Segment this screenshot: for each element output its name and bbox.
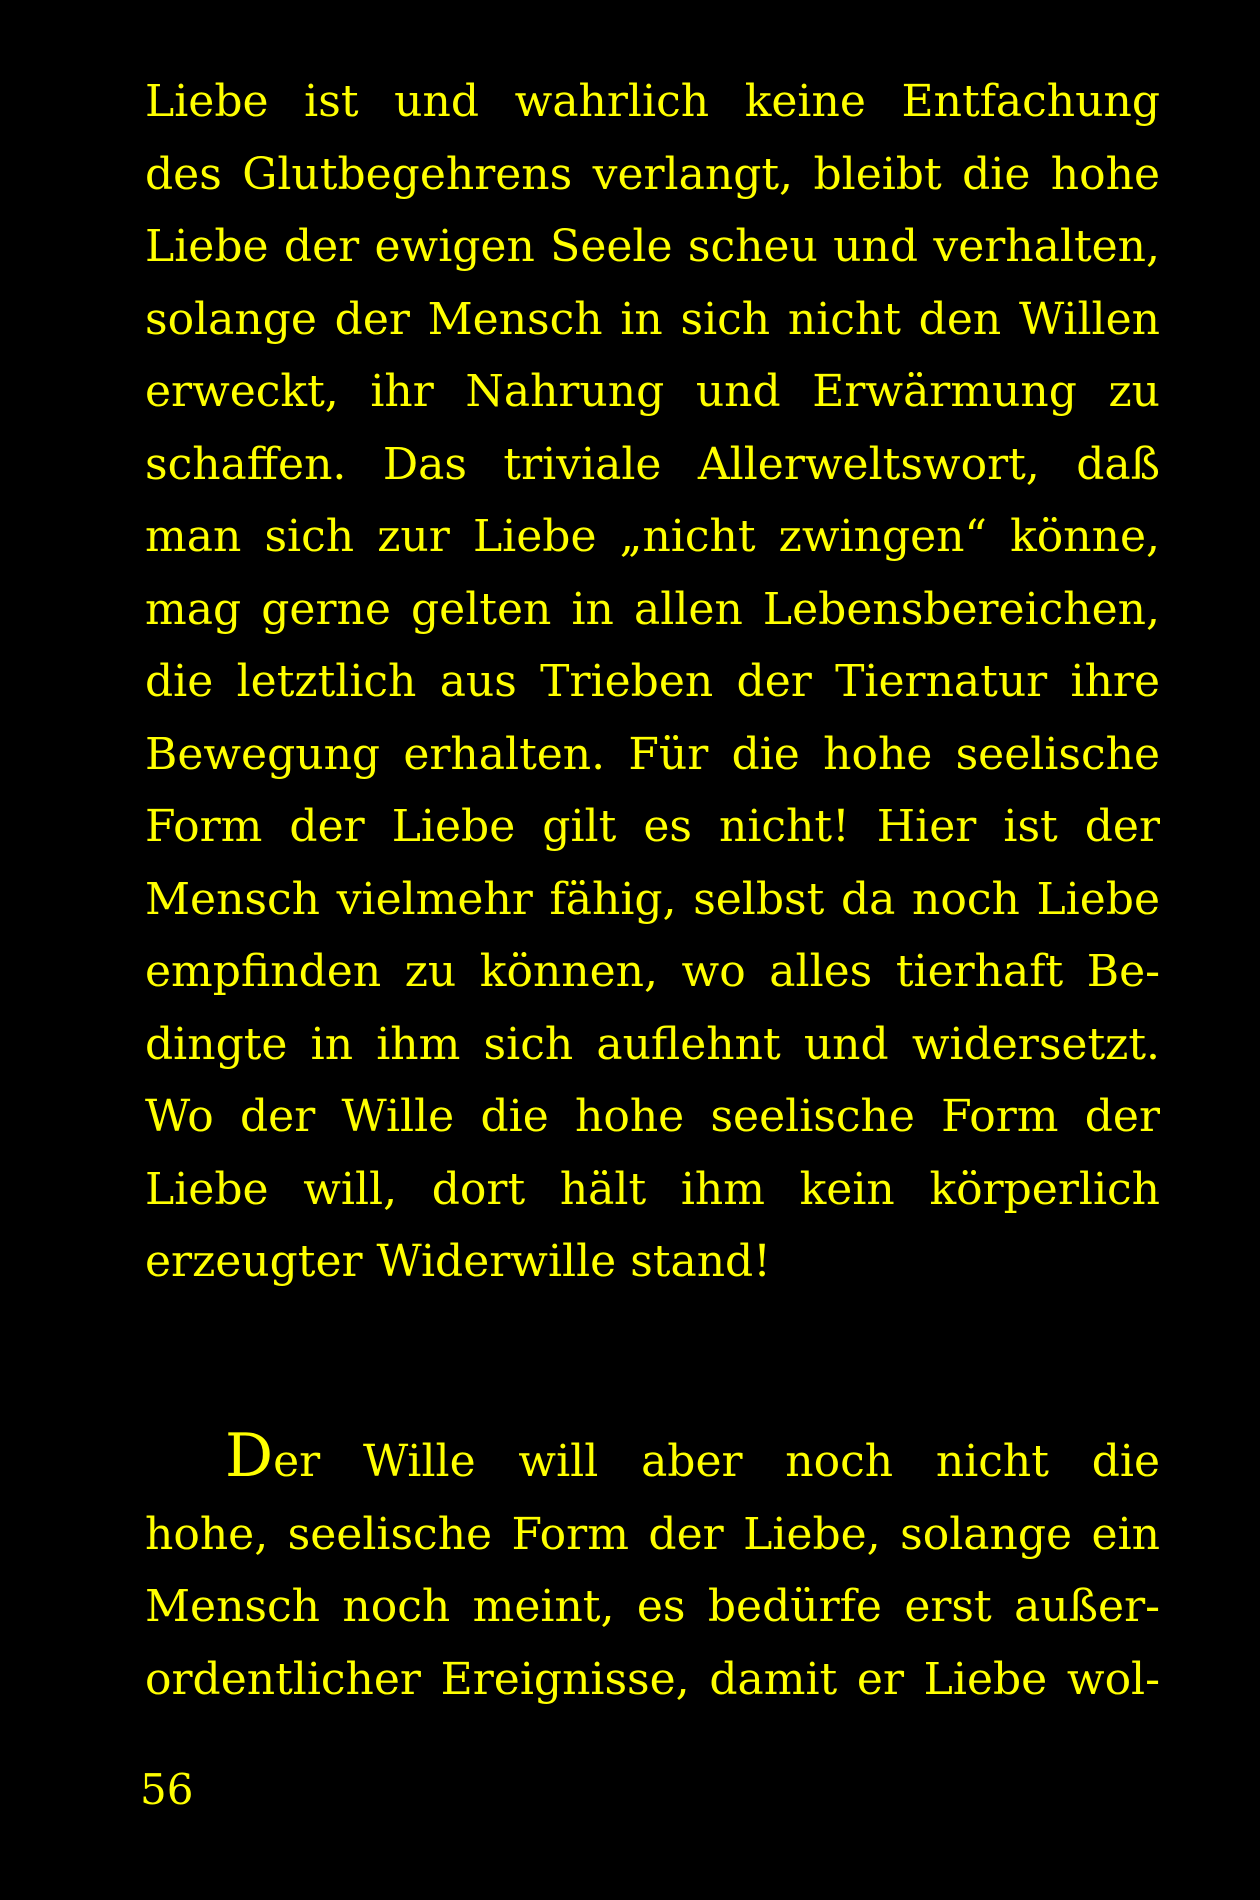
text-line: dingte in ihm sich auflehnt und widersetzt. xyxy=(145,1018,1160,1070)
text-line: Form der Liebe gilt es nicht! Hier ist der xyxy=(145,801,1160,852)
text-line: Mensch noch meint, es bedürfe erst außer- xyxy=(145,1581,1160,1632)
text-line: die letztlich aus Trieben der Tiernatur ihre xyxy=(145,656,1160,707)
drop-cap: D xyxy=(225,1426,274,1491)
text-line: mag gerne gelten in allen Lebensbereichen, xyxy=(145,583,1160,635)
text-line: Liebe der ewigen Seele scheu und verhalten, xyxy=(145,221,1160,272)
text-line: Wo der Wille die hohe seelische Form der xyxy=(145,1091,1160,1142)
text-line: Liebe will, dort hält ihm kein körperlich xyxy=(145,1163,1160,1215)
paragraph-2 xyxy=(145,1426,1160,1716)
text-line: solange der Mensch in sich nicht den Willen xyxy=(145,293,1160,345)
text-line: Mensch vielmehr fähig, selbst da noch Liebe xyxy=(145,873,1160,925)
text-line: man sich zur Liebe „nicht zwingen“ könne, xyxy=(145,511,1160,562)
text-line-first xyxy=(145,1426,1160,1499)
text-line: Liebe ist und wahrlich keine Entfachung xyxy=(145,76,1160,127)
text-line: schaffen. Das triviale Allerweltswort, daß xyxy=(145,438,1160,490)
first-line-text: er Wille will aber noch nicht die xyxy=(273,1436,1160,1487)
text-line: erzeugter Widerwille stand! xyxy=(145,1236,771,1287)
text-line: ordentlicher Ereignisse, damit er Liebe wol- xyxy=(145,1653,1160,1705)
text-line: Bewegung erhalten. Für die hohe seelische xyxy=(145,728,1160,780)
text-line: erweckt, ihr Nahrung und Erwärmung zu xyxy=(145,366,1160,417)
text-line: empfinden zu können, wo alles tierhaft Be- xyxy=(145,946,1160,997)
paragraph-1 xyxy=(145,66,1160,1299)
text-line: des Glutbegehrens verlangt, bleibt die hohe xyxy=(145,148,1160,200)
page-number: 56 xyxy=(140,1765,194,1814)
text-line: hohe, seelische Form der Liebe, solange ein xyxy=(145,1508,1160,1560)
